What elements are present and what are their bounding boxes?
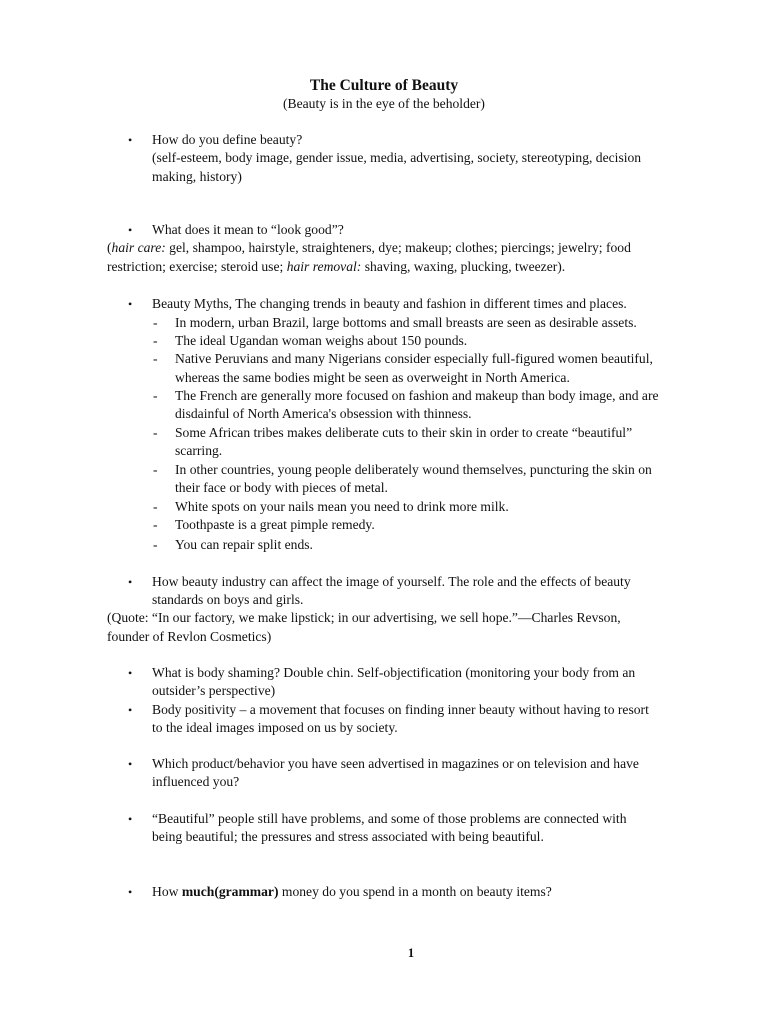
question-advertised-products: Which product/behavior you have seen advertised in magazines or on television and have — [152, 756, 639, 771]
bullet-icon: • — [128, 703, 133, 717]
myth-item-cont: whereas the same bodies might be seen as overweight in North America. — [175, 370, 570, 385]
bullet-icon: • — [128, 575, 133, 589]
dash-marker: - — [153, 499, 158, 514]
bullet-icon: • — [128, 666, 133, 680]
bullet-icon: • — [128, 757, 133, 771]
myth-item-cont: scarring. — [175, 443, 223, 458]
question-body-shaming-cont: outsider’s perspective) — [152, 683, 276, 698]
hair-removal-label: hair removal: — [286, 259, 362, 274]
bullet-icon: • — [128, 223, 133, 237]
bullet-icon: • — [128, 133, 133, 147]
myth-item: White spots on your nails mean you need to drink more milk. — [175, 499, 509, 514]
look-good-examples-line1: (hair care: gel, shampoo, hairstyle, straighteners, dye; makeup; clothes; piercings; jewelry; food — [107, 240, 631, 255]
dash-marker: - — [153, 425, 158, 440]
question-beauty-myths: Beauty Myths, The changing trends in beauty and fashion in different times and places. — [152, 296, 627, 311]
grammar-note: much(grammar) — [181, 884, 279, 899]
myth-item-cont: their face or body with pieces of metal. — [175, 480, 388, 495]
dash-marker: - — [153, 333, 158, 348]
bullet-icon: • — [128, 885, 133, 899]
myth-item: The ideal Ugandan woman weighs about 150 pounds. — [175, 333, 468, 348]
myth-item: Native Peruvians and many Nigerians consider especially full-figured women beautiful, — [175, 351, 653, 366]
question-look-good: What does it mean to “look good”? — [152, 222, 344, 237]
question-beautiful-people-cont: being beautiful; the pressures and stress associated with being beautiful. — [152, 829, 544, 844]
question-beauty-industry-cont: standards on boys and girls. — [152, 592, 304, 607]
document-subtitle: (Beauty is in the eye of the beholder) — [283, 96, 485, 111]
dash-marker: - — [153, 388, 158, 403]
look-good-examples-line2: restriction; exercise; steroid use; hair removal: shaving, waxing, plucking, tweezer). — [107, 259, 566, 274]
question-body-positivity: Body positivity – a movement that focuses on finding inner beauty without having to resort — [152, 702, 649, 717]
question-define-beauty-keywords: (self-esteem, body image, gender issue, media, advertising, society, stereotyping, decision — [152, 150, 642, 165]
question-body-positivity-cont: to the ideal images imposed on us by society. — [152, 720, 398, 735]
dash-marker: - — [153, 517, 158, 532]
dash-marker: - — [153, 315, 158, 330]
myth-item: Toothpaste is a great pimple remedy. — [175, 517, 375, 532]
question-define-beauty-keywords-cont: making, history) — [152, 169, 242, 184]
myth-item: In modern, urban Brazil, large bottoms and small breasts are seen as desirable assets. — [175, 315, 637, 330]
myth-item: You can repair split ends. — [175, 537, 313, 552]
revson-quote-cont: founder of Revlon Cosmetics) — [107, 629, 272, 644]
dash-marker: - — [153, 537, 158, 552]
question-beautiful-people: “Beautiful” people still have problems, and some of those problems are connected with — [152, 811, 627, 826]
myth-item: The French are generally more focused on fashion and makeup than body image, and are — [175, 388, 659, 403]
dash-marker: - — [153, 462, 158, 477]
question-body-shaming: What is body shaming? Double chin. Self-objectification (monitoring your body from an — [152, 665, 636, 680]
question-advertised-products-cont: influenced you? — [152, 774, 240, 789]
myth-item: Some African tribes makes deliberate cuts to their skin in order to create “beautiful” — [175, 425, 633, 440]
hair-care-label: hair care: — [111, 240, 166, 255]
question-define-beauty: How do you define beauty? — [152, 132, 303, 147]
myth-item: In other countries, young people deliberately wound themselves, puncturing the skin on — [175, 462, 652, 477]
dash-marker: - — [153, 351, 158, 366]
question-beauty-industry: How beauty industry can affect the image of yourself. The role and the effects of beauty — [152, 574, 631, 589]
page-number: 1 — [407, 946, 415, 960]
myth-item-cont: disdainful of North America's obsession with thinness. — [175, 406, 472, 421]
bullet-icon: • — [128, 297, 133, 311]
question-spending: How much(grammar) money do you spend in a month on beauty items? — [152, 884, 552, 899]
document-title: The Culture of Beauty — [309, 77, 459, 94]
bullet-icon: • — [128, 812, 133, 826]
revson-quote: (Quote: “In our factory, we make lipstick; in our advertising, we sell hope.”—Charles Revson, — [107, 610, 621, 625]
